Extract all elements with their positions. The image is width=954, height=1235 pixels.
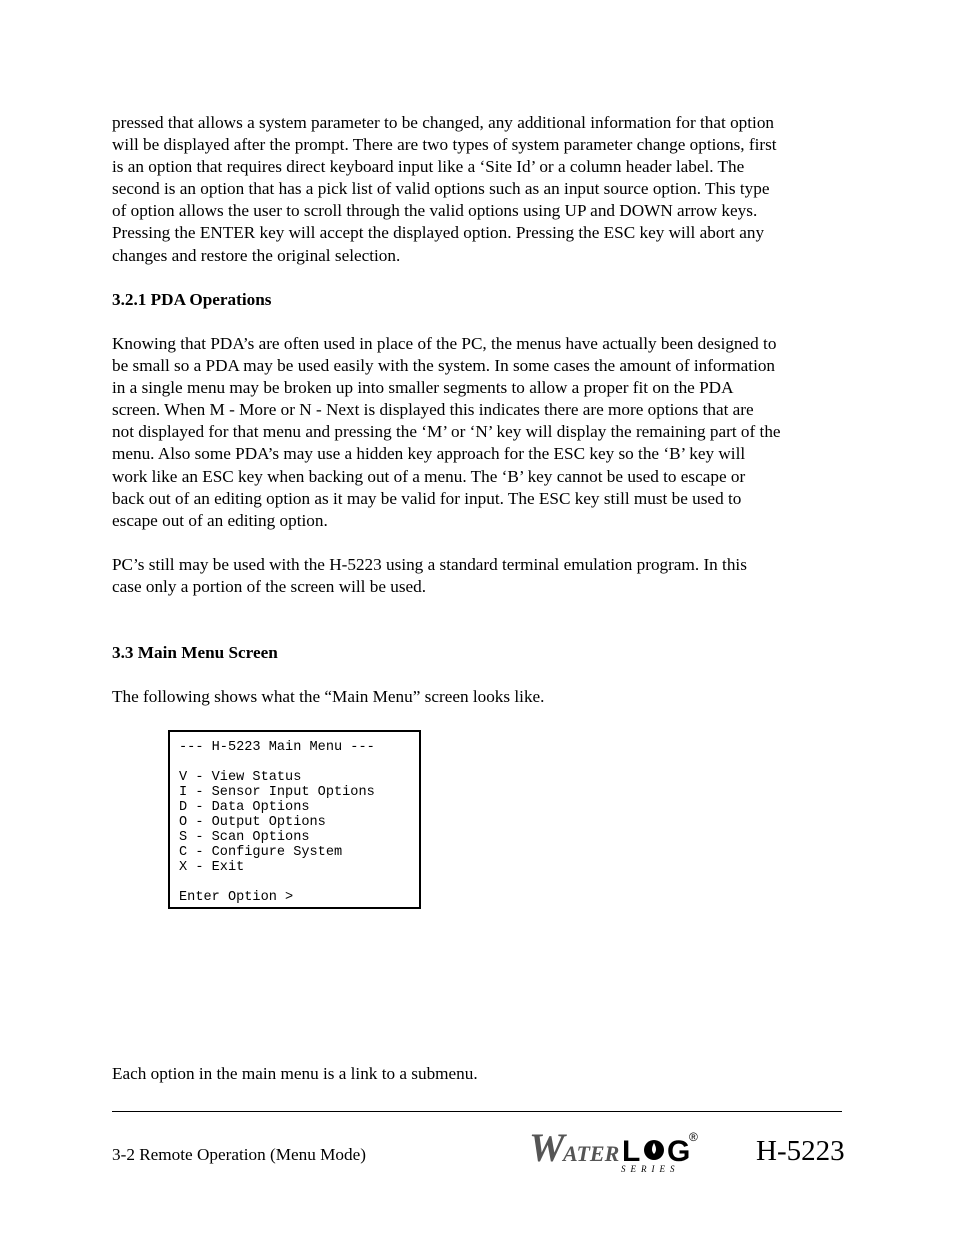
svg-text:SERIES: SERIES — [621, 1164, 680, 1174]
svg-text:W: W — [529, 1125, 565, 1170]
section-heading-pda-operations: 3.2.1 PDA Operations — [112, 290, 272, 309]
svg-text:L: L — [622, 1135, 641, 1168]
menu-item-view-status: V - View Status — [179, 770, 302, 785]
footer-chapter-label: 3-2 Remote Operation (Menu Mode) — [112, 1145, 366, 1164]
main-menu-screen-box — [168, 730, 421, 909]
menu-item-scan-options: S - Scan Options — [179, 830, 310, 845]
svg-text:ATER: ATER — [563, 1141, 620, 1166]
menu-title: --- H-5223 Main Menu --- — [179, 740, 375, 755]
menu-item-exit: X - Exit — [179, 860, 245, 875]
menu-blank-line — [179, 875, 375, 890]
closing-text: Each option in the main menu is a link to a submenu. — [112, 1064, 478, 1083]
menu-item-configure-system: C - Configure System — [179, 845, 343, 860]
intro-paragraph: pressed that allows a system parameter to be changed, any additional information for that option will be displayed after the prompt. There are two types of system parameter change options, first is an option that requires direct keyboard input like a ‘Site Id’ or a column header label. The second is an option that has a pick list of valid options such as an input source option. This type of option allows the user to scroll through the valid options using UP and DOWN arrow keys. Pressing the ENTER key will accept the displayed option. Pressing the ESC key will abort any changes and restore the original selection. — [112, 113, 777, 265]
main-menu-intro: The following shows what the “Main Menu” screen looks like. — [112, 687, 545, 706]
menu-prompt: Enter Option > — [179, 890, 294, 905]
main-menu-screen-text — [179, 740, 375, 905]
svg-text:®: ® — [689, 1130, 698, 1144]
menu-item-data-options: D - Data Options — [179, 800, 310, 815]
waterlog-logo — [527, 1125, 702, 1175]
menu-item-output-options: O - Output Options — [179, 815, 326, 830]
svg-text:G: G — [667, 1135, 691, 1168]
section-heading-main-menu-screen: 3.3 Main Menu Screen — [112, 643, 278, 662]
pc-usage-paragraph: PC’s still may be used with the H-5223 using a standard terminal emulation program. In this case only a portion of the screen will be used. — [112, 555, 747, 597]
pda-operations-paragraph: Knowing that PDA’s are often used in place of the PC, the menus have actually been designed to be small so a PDA may be used easily with the system. In some cases the amount of information in a single menu may be broken up into smaller segments to allow a proper fit on the PDA screen. When M - More or N - Next is displayed this indicates there are more options that are not displayed for that menu and pressing the ‘M’ or ‘N’ key will display the remaining part of the menu. Also some PDA’s may use a hidden key approach for the ESC key so the ‘B’ key will work like an ESC key when backing out of a menu. The ‘B’ key cannot be used to escape or back out of an editing option as it may be valid for input. The ESC key still must be used to escape out of an editing option. — [112, 334, 781, 530]
footer-divider — [112, 1111, 842, 1112]
model-number: H-5223 — [756, 1135, 845, 1167]
menu-item-sensor-input-options: I - Sensor Input Options — [179, 785, 375, 800]
menu-blank-line — [179, 755, 375, 770]
